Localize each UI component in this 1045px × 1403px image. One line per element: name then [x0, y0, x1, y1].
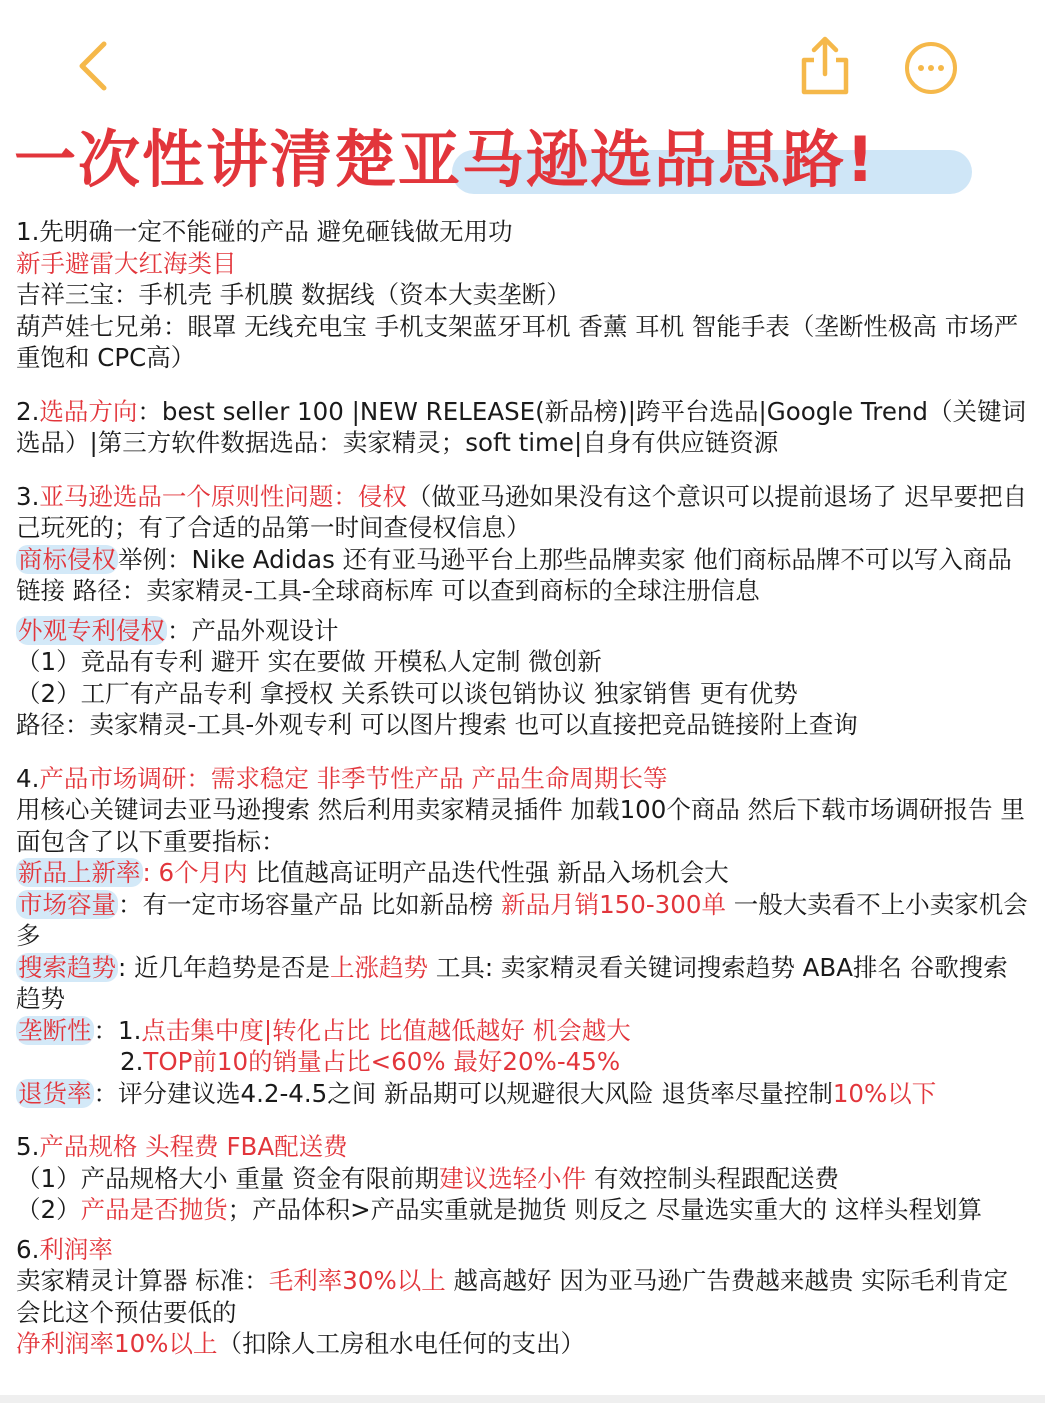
section-5-number: 5.	[16, 1132, 40, 1161]
trademark-paragraph	[16, 544, 1030, 607]
section-6-text-2: 越高越好 因为亚马逊广告费越来越贵 实际毛利肯定会比这个预估要低的	[16, 1266, 1009, 1327]
bottom-divider	[0, 1395, 1045, 1403]
market-capacity	[16, 889, 1030, 952]
more-icon	[903, 40, 959, 96]
section-5-item-2	[16, 1194, 1030, 1226]
section-5-item-2-a: （2）	[16, 1195, 81, 1224]
section-5-item-1	[16, 1163, 1030, 1195]
section-5-item-2-b: ；产品体积>产品实重就是抛货 则反之 尽量选实重大的 这样头程划算	[227, 1195, 982, 1224]
section-2-label: 选品方向	[39, 396, 138, 426]
section-3-paragraph	[16, 481, 1030, 544]
top-navigation-bar	[0, 0, 1045, 120]
new-product-rate-label: 新品上新率	[18, 858, 141, 887]
section-5-item-2-red: 产品是否抛货	[80, 1195, 228, 1224]
patent-item-1: （1）竞品有专利 避开 实在要做 开模私人定制 微创新	[16, 647, 602, 676]
search-trend	[16, 952, 1030, 1015]
share-button[interactable]	[796, 34, 854, 98]
new-product-rate-value: : 6个月内	[142, 858, 248, 887]
section-6-text-3: （扣除人工房租水电任何的支出）	[217, 1329, 585, 1358]
return-rate-red: 10%以下	[832, 1078, 937, 1108]
market-capacity-red: 新品月销150-300单	[501, 889, 726, 919]
section-2-number: 2.	[16, 396, 40, 426]
section-3-text: （做亚马逊如果没有这个意识可以提前退场了 迟早要把自己玩死的；有了合适的品第一时间查侵权信息）	[16, 481, 1028, 542]
chevron-left-icon	[66, 36, 126, 96]
section-1-red-line: 新手避雷大红海类目	[16, 248, 237, 278]
article-body	[16, 216, 1030, 1360]
new-product-rate	[16, 857, 1030, 889]
monopoly-label: 垄断性	[18, 1015, 92, 1045]
trademark-text: 举例：Nike Adidas 还有亚马逊平台上那些品牌卖家 他们商标品牌不可以写入商品链接 路径：卖家精灵-工具-全球商标库 可以查到商标的全球注册信息	[16, 544, 1012, 605]
section-3-number: 3.	[16, 481, 40, 511]
section-6-label: 利润率	[39, 1234, 113, 1264]
section-5-heading	[16, 1131, 1030, 1163]
section-6-heading	[16, 1234, 1030, 1266]
section-5-label: 产品规格 头程费 FBA配送费	[39, 1132, 348, 1161]
section-4-heading	[16, 763, 1030, 795]
monopoly-text-2: 2.	[120, 1047, 144, 1076]
section-5-item-1-red: 建议选轻小件	[439, 1163, 587, 1193]
section-4-text: 用核心关键词去亚马逊搜索 然后利用卖家精灵插件 加载100个商品 然后下载市场调研报告 里面包含了以下重要指标：	[16, 795, 1025, 856]
monopoly	[16, 1015, 1030, 1047]
market-capacity-text-2: 一般大卖看不上小卖家机会多	[16, 889, 1028, 950]
section-6-line-2	[16, 1328, 1030, 1360]
section-5-item-1-a: （1）产品规格大小 重量 资金有限前期	[16, 1163, 440, 1193]
section-2-text: ：best seller 100 |NEW RELEASE(新品榜)|跨平台选品|Google Trend（关键词选品）|第三方软件数据选品：卖家精灵；soft time|自身有供应链资源	[16, 396, 1026, 457]
return-rate-text: ：评分建议选4.2-4.5之间 新品期可以规避很大风险 退货率尽量控制	[93, 1078, 833, 1108]
section-1-line-1: 吉祥三宝：手机壳 手机膜 数据线（资本大卖垄断）	[16, 280, 571, 309]
patent-paragraph	[16, 615, 1030, 647]
section-1-line-2: 葫芦娃七兄弟：眼罩 无线充电宝 手机支架蓝牙耳机 香薰 耳机 智能手表（垄断性极高 市场严重饱和 CPC高）	[16, 311, 1019, 372]
section-1-heading: 1.先明确一定不能碰的产品 避免砸钱做无用功	[16, 217, 513, 246]
net-margin-red: 净利润率10%以上	[16, 1329, 218, 1358]
search-trend-text-2: 工具: 卖家精灵看关键词搜索趋势 ABA排名 谷歌搜索趋势	[16, 952, 1008, 1013]
title-area	[14, 116, 1034, 206]
section-3-label: 亚马逊选品一个原则性问题：侵权	[39, 481, 407, 511]
patent-path: 路径：卖家精灵-工具-外观专利 可以图片搜索 也可以直接把竞品链接附上查询	[16, 710, 858, 739]
patent-item-2: （2）工厂有产品专利 拿授权 关系铁可以谈包销协议 独家销售 更有优势	[16, 678, 798, 708]
trademark-label: 商标侵权	[18, 544, 116, 574]
monopoly-text-1: ：1.	[93, 1015, 142, 1045]
search-trend-label: 搜索趋势	[18, 952, 116, 982]
monopoly-line-2	[16, 1046, 1030, 1078]
back-button[interactable]	[66, 36, 126, 96]
monopoly-red-2: TOP前10的销量占比<60% 最好20%-45%	[143, 1047, 621, 1076]
market-capacity-text-1: ：有一定市场容量产品 比如新品榜	[118, 889, 502, 919]
search-trend-red: 上涨趋势	[330, 952, 429, 982]
section-6-text-1: 卖家精灵计算器 标准：	[16, 1266, 269, 1295]
patent-label: 外观专利侵权	[18, 615, 165, 645]
monopoly-red-1: 点击集中度|转化占比 比值越低越好 机会越大	[141, 1015, 631, 1045]
new-product-rate-text: 比值越高证明产品迭代性强 新品入场机会大	[247, 858, 729, 887]
section-4-label: 产品市场调研：需求稳定 非季节性产品 产品生命周期长等	[39, 763, 668, 793]
section-4-number: 4.	[16, 763, 40, 793]
section-5-item-1-b: 有效控制头程跟配送费	[586, 1163, 839, 1193]
section-6-number: 6.	[16, 1234, 40, 1264]
search-trend-text-1: : 近几年趋势是否是	[118, 952, 331, 982]
page-title: 一次性讲清楚亚马逊选品思路!	[14, 123, 877, 196]
gross-margin-red: 毛利率30%以上	[268, 1266, 446, 1295]
return-rate-label: 退货率	[18, 1078, 92, 1108]
share-icon	[796, 34, 854, 98]
return-rate	[16, 1078, 1030, 1110]
patent-text: ：产品外观设计	[167, 615, 339, 645]
more-options-button[interactable]	[903, 40, 959, 96]
market-capacity-label: 市场容量	[18, 889, 116, 919]
section-2-paragraph	[16, 396, 1030, 459]
section-6-line-1	[16, 1265, 1030, 1328]
